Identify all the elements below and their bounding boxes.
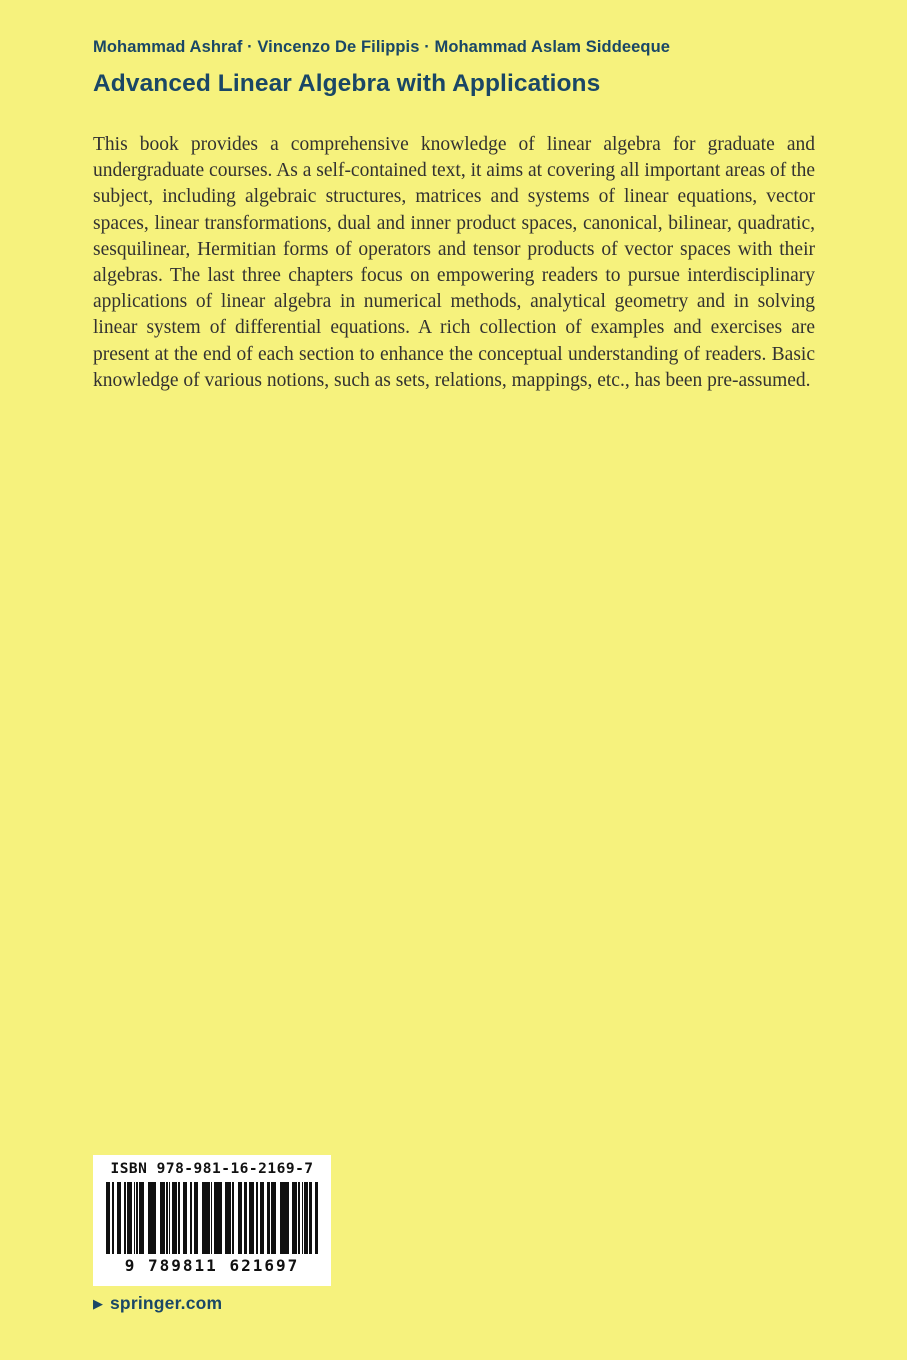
cover-header <box>93 38 833 98</box>
publisher-site: springer.com <box>110 1293 223 1313</box>
publisher-logo <box>93 1293 222 1314</box>
barcode <box>106 1182 318 1254</box>
book-title: Advanced Linear Algebra with Applications <box>93 70 601 97</box>
authors-line: Mohammad Ashraf · Vincenzo De Filippis · Mohammad Aslam Siddeeque <box>93 38 671 56</box>
isbn-block <box>93 1155 331 1286</box>
book-description: This book provides a comprehensive knowledge of linear algebra for graduate and undergraduate courses. As a self-contained text, it aims at covering all important areas of the subject, including algebraic structures, matrices and systems of linear equations, vector spaces, linear transformations, dual and inner product spaces, canonical, bilinear, quadratic, sesquilinear, Hermitian forms of operators and tensor products of vector spaces with their algebras. The last three chapters focus on empowering readers to pursue interdisciplinary applications of linear algebra in numerical methods, analytical geometry and in solving linear system of differential equations. A rich collection of examples and exercises are present at the end of each section to enhance the conceptual understanding of readers. Basic knowledge of various notions, such as sets, relations, mappings, etc., has been pre-assumed. <box>93 134 815 391</box>
publisher-arrow-icon: ▶ <box>93 1296 103 1311</box>
barcode-number: 9 789811 621697 <box>124 1256 300 1275</box>
isbn-label: ISBN 978-981-16-2169-7 <box>110 1161 314 1177</box>
